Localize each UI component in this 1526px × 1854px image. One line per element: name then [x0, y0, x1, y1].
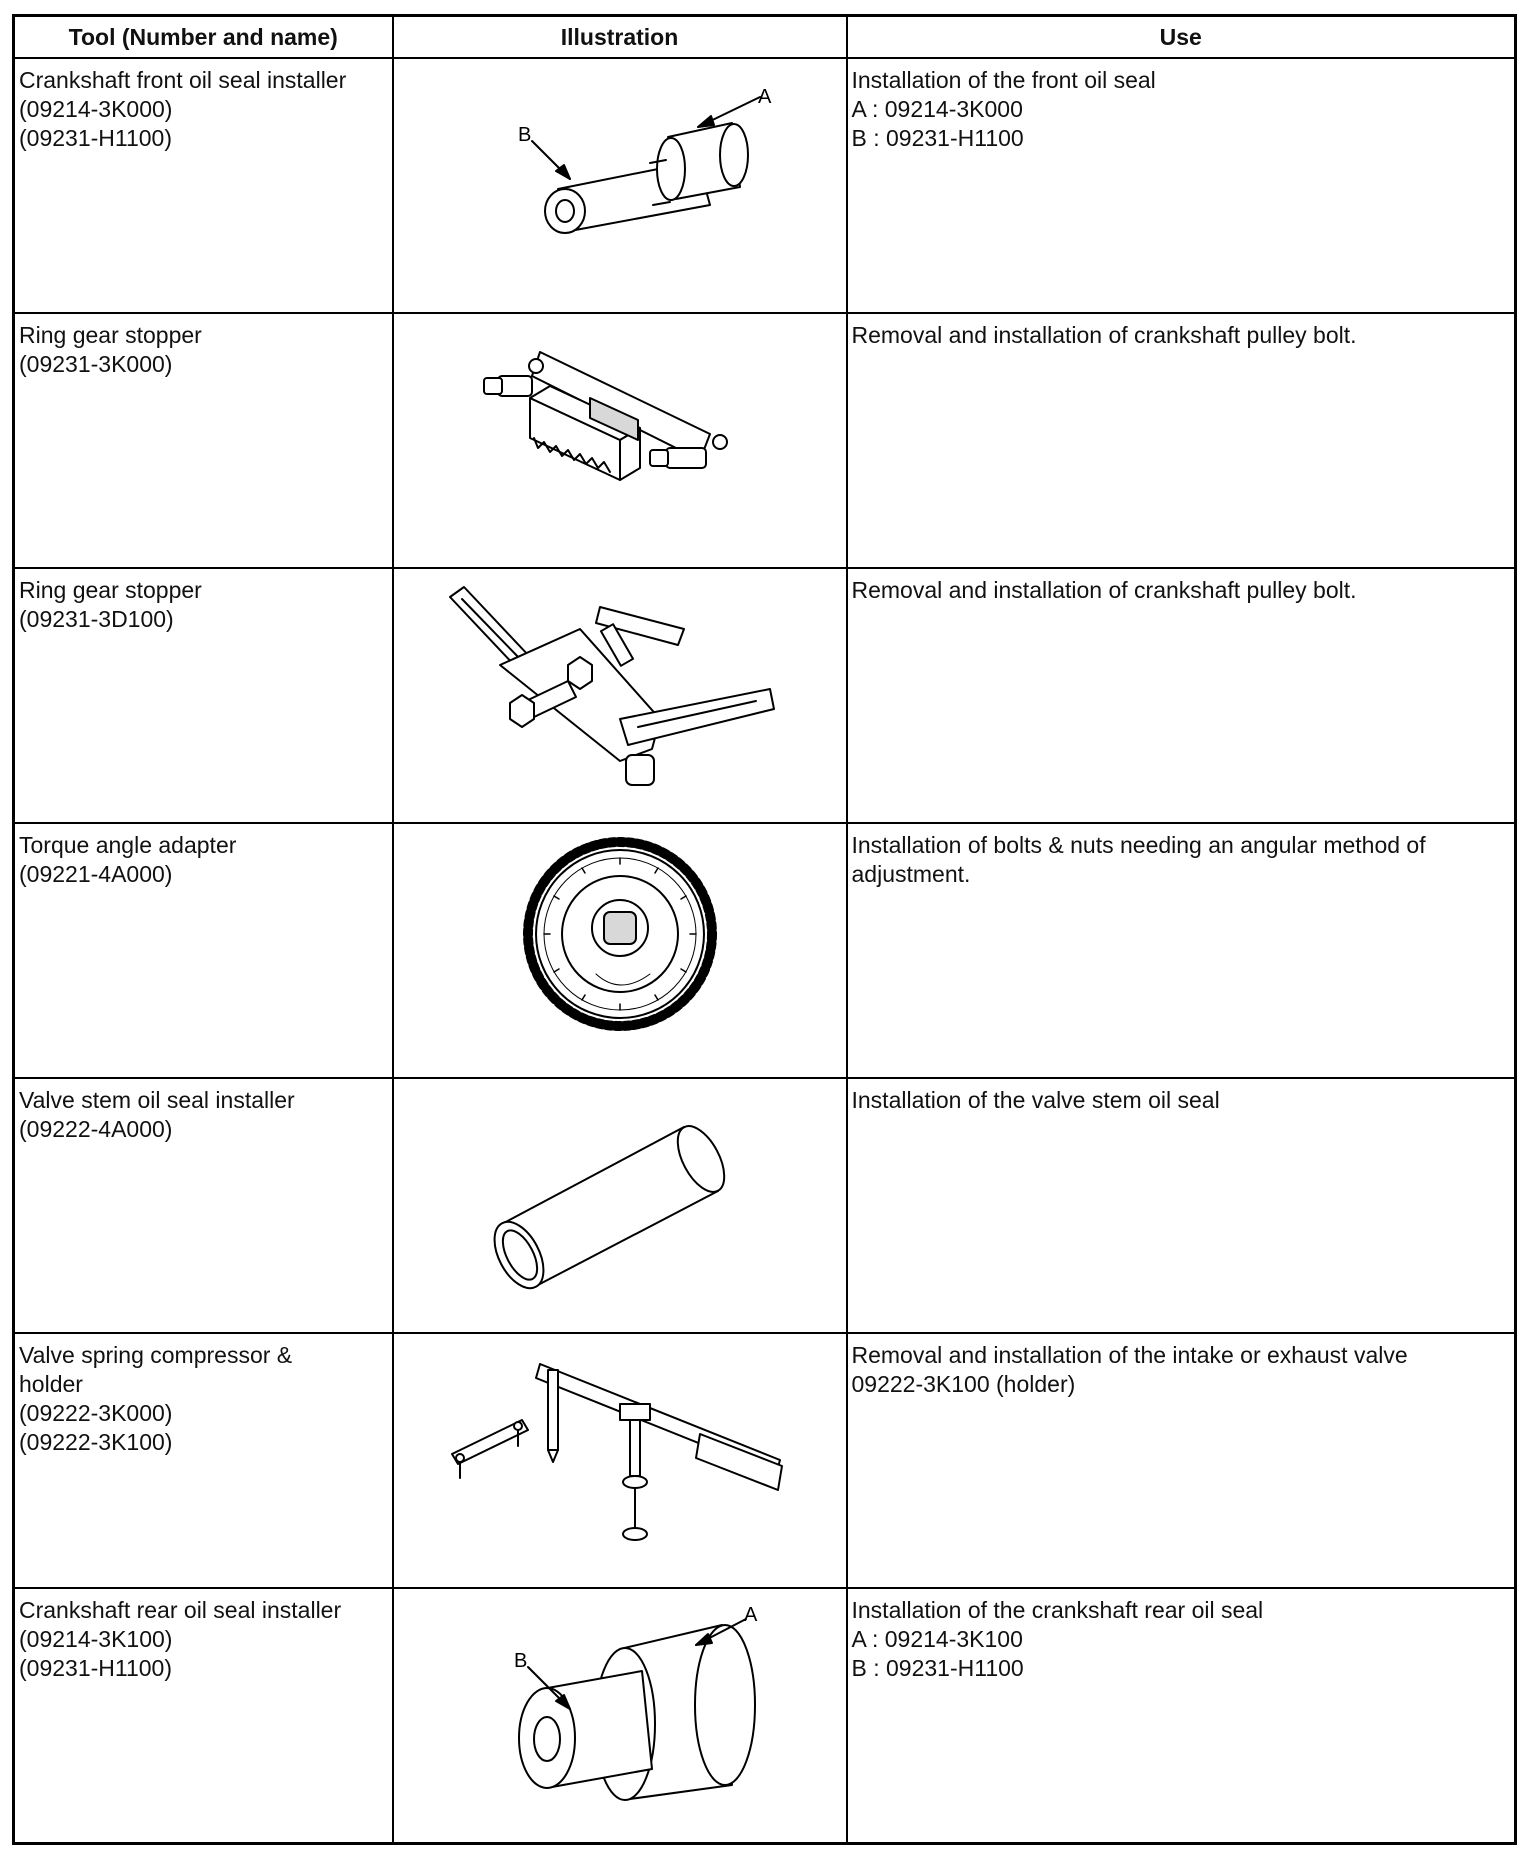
callout-label: A: [743, 1604, 757, 1626]
ring-gear-stopper-illustration: [470, 314, 770, 514]
use-cell: [847, 1078, 1516, 1333]
use-cell: [847, 58, 1516, 313]
use-description: adjustment.: [851, 861, 971, 887]
use-cell: [847, 1588, 1516, 1844]
rear-oil-seal-installer-illustration: [470, 1589, 770, 1809]
use-cell: [847, 823, 1516, 1078]
tool-number: (09222-3K000): [19, 1400, 173, 1426]
use-description: A : 09214-3K000: [851, 96, 1023, 122]
use-description: Removal and installation of the intake or exhaust valve: [851, 1342, 1408, 1368]
use-description: B : 09231-H1100: [851, 125, 1024, 151]
tool-name: Ring gear stopper: [19, 577, 202, 603]
use-description: 09222-3K100 (holder): [851, 1371, 1076, 1397]
front-oil-seal-installer-illustration: [470, 59, 770, 259]
illustration-cell: [393, 823, 847, 1078]
table-row: [14, 823, 1516, 1078]
use-description: Installation of the valve stem oil seal: [851, 1087, 1220, 1113]
header-illustration: Illustration: [393, 16, 847, 59]
tool-number: (09214-3K100): [19, 1626, 173, 1652]
special-tools-table: [12, 14, 1517, 1845]
tool-name: Valve stem oil seal installer: [19, 1087, 295, 1113]
tool-name: Ring gear stopper: [19, 322, 202, 348]
tool-cell: [14, 1078, 393, 1333]
table-row: [14, 1588, 1516, 1844]
illustration-cell: [393, 1333, 847, 1588]
header-row: [14, 16, 1516, 59]
tool-cell: [14, 823, 393, 1078]
use-description: A : 09214-3K100: [851, 1626, 1023, 1652]
table-row: [14, 58, 1516, 313]
illustration-cell: [393, 58, 847, 313]
tool-number: (09231-3K000): [19, 351, 173, 377]
use-description: Installation of the crankshaft rear oil seal: [851, 1597, 1264, 1623]
tool-name: Torque angle adapter: [19, 832, 237, 858]
use-description: Installation of bolts & nuts needing an angular method of: [851, 832, 1426, 858]
callout-label: A: [757, 86, 771, 108]
callout-label: B: [517, 124, 531, 146]
table-row: [14, 568, 1516, 823]
illustration-cell: [393, 1588, 847, 1844]
use-cell: [847, 313, 1516, 568]
tool-number: (09221-4A000): [19, 861, 173, 887]
table-row: [14, 313, 1516, 568]
tool-name: Crankshaft rear oil seal installer: [19, 1597, 342, 1623]
tool-name: Crankshaft front oil seal installer: [19, 67, 347, 93]
tool-cell: [14, 568, 393, 823]
tool-cell: [14, 1588, 393, 1844]
tool-name: Valve spring compressor &: [19, 1342, 293, 1368]
use-description: Removal and installation of crankshaft pulley bolt.: [851, 577, 1357, 603]
use-description: Removal and installation of crankshaft pulley bolt.: [851, 322, 1357, 348]
illustration-cell: [393, 1078, 847, 1333]
valve-spring-compressor-illustration: [430, 1334, 810, 1554]
callout-label: B: [513, 1650, 527, 1672]
illustration-cell: [393, 568, 847, 823]
tool-number: (09231-3D100): [19, 606, 174, 632]
ring-gear-stopper-adjustable-illustration: [430, 569, 810, 799]
tool-number: (09222-3K100): [19, 1429, 173, 1455]
tool-name: holder: [19, 1371, 83, 1397]
use-cell: [847, 1333, 1516, 1588]
table-row: [14, 1333, 1516, 1588]
header-use: Use: [847, 16, 1516, 59]
tool-number: (09231-H1100): [19, 125, 173, 151]
tool-number: (09231-H1100): [19, 1655, 173, 1681]
tool-number: (09214-3K000): [19, 96, 173, 122]
use-description: Installation of the front oil seal: [851, 67, 1156, 93]
use-description: B : 09231-H1100: [851, 1655, 1024, 1681]
header-tool: Tool (Number and name): [14, 16, 393, 59]
tool-cell: [14, 1333, 393, 1588]
torque-angle-adapter-illustration: [500, 824, 740, 1044]
valve-stem-oil-seal-installer-illustration: [470, 1079, 770, 1299]
tool-number: (09222-4A000): [19, 1116, 173, 1142]
tool-cell: [14, 313, 393, 568]
use-cell: [847, 568, 1516, 823]
illustration-cell: [393, 313, 847, 568]
table-row: [14, 1078, 1516, 1333]
tool-cell: [14, 58, 393, 313]
